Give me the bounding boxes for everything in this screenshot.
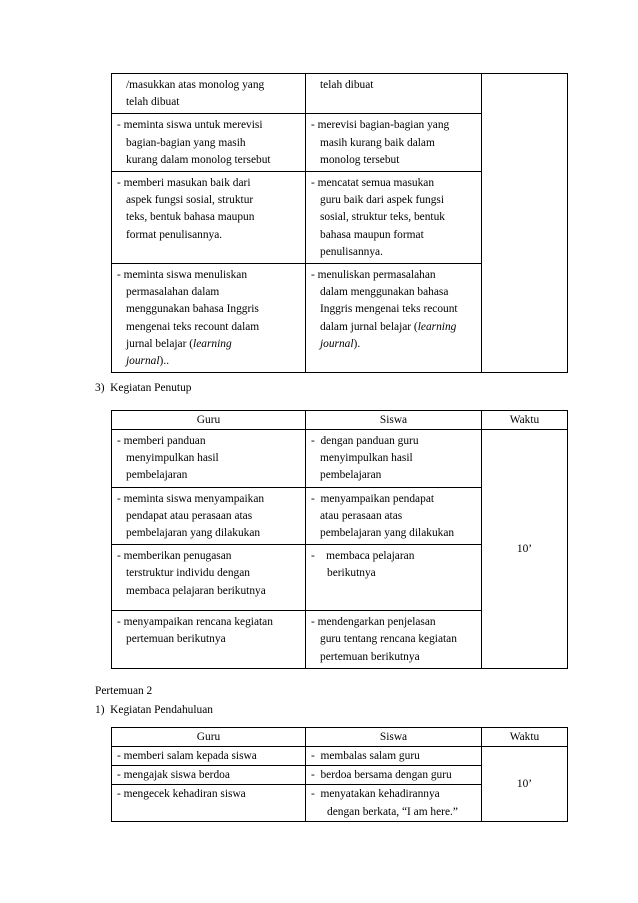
activity-table-continued <box>111 73 568 373</box>
siswa-cell <box>306 487 482 545</box>
siswa-cell <box>306 74 482 114</box>
text-line: - membaca pelajaran <box>311 550 415 563</box>
text-line: - mengecek kehadiran siswa <box>117 788 246 801</box>
italic-term: journal <box>126 355 160 368</box>
siswa-cell <box>306 172 482 264</box>
text-line: - berdoa bersama dengan guru <box>311 769 452 782</box>
penutup-table <box>111 410 568 669</box>
siswa-cell <box>306 430 482 488</box>
text-line: guru baik dari aspek fungsi <box>320 194 445 207</box>
text-line: pendapat atau perasaan atas <box>126 509 253 522</box>
text-line: atau perasaan atas <box>320 509 403 522</box>
section-heading-pendahuluan: 1) Kegiatan Pendahuluan <box>95 704 213 716</box>
guru-cell <box>112 766 306 785</box>
text-line: dalam menggunakan bahasa <box>320 286 449 299</box>
text-line: - meminta siswa menuliskan <box>117 269 248 282</box>
text-line: pembelajaran yang dilakukan <box>320 527 455 540</box>
header-waktu: Waktu <box>482 411 568 430</box>
text-line: - menyatakan kehadirannya <box>311 788 440 801</box>
text-line: pembelajaran <box>320 469 382 482</box>
text-line: Inggris mengenai teks recount <box>320 303 458 316</box>
text-fragment: ).. <box>159 355 170 368</box>
text-line: - menyampaikan rencana kegiatan <box>117 616 273 629</box>
waktu-cell <box>482 74 568 373</box>
guru-cell <box>112 74 306 114</box>
text-line: teks, bentuk bahasa maupun <box>126 211 255 224</box>
text-line: guru tentang rencana kegiatan <box>320 633 457 646</box>
text-line: dengan berkata, “I am here.” <box>327 805 458 818</box>
text-line: - memberi panduan <box>117 435 206 447</box>
text-line: - meminta siswa menyampaikan <box>117 492 265 505</box>
guru-cell <box>112 611 306 669</box>
text-line: kurang dalam monolog tersebut <box>126 153 271 166</box>
text-line: terstruktur individu dengan <box>126 567 251 580</box>
text-line: monolog tersebut <box>320 153 400 166</box>
header-waktu: Waktu <box>482 728 568 747</box>
guru-cell <box>112 264 306 373</box>
siswa-cell <box>306 545 482 611</box>
text-line: - meminta siswa untuk merevisi <box>117 119 263 132</box>
guru-cell <box>112 430 306 488</box>
text-line: pertemuan berikutnya <box>126 633 226 646</box>
text-line: membaca pelajaran berikutnya <box>126 584 266 597</box>
siswa-cell <box>306 766 482 785</box>
italic-term: learning <box>417 320 457 333</box>
header-siswa: Siswa <box>306 411 482 430</box>
text-line: - merevisi bagian-bagian yang <box>311 119 450 132</box>
text-line: - dengan panduan guru <box>311 435 419 447</box>
text-line: format penulisannya. <box>126 228 223 241</box>
text-line: permasalahan dalam <box>126 286 220 299</box>
text-line: pembelajaran <box>126 469 188 482</box>
text-line: - memberi salam kepada siswa <box>117 750 257 762</box>
text-line <box>311 319 476 336</box>
siswa-cell <box>306 264 482 373</box>
guru-cell <box>112 545 306 611</box>
header-guru: Guru <box>112 411 306 430</box>
text-line: - mencatat semua masukan <box>311 177 435 190</box>
text-line <box>117 353 300 370</box>
text-line: pembelajaran yang dilakukan <box>126 527 261 540</box>
text-fragment: ). <box>353 337 361 350</box>
waktu-value: 10’ <box>516 777 533 790</box>
text-line: - menyampaikan pendapat <box>311 492 435 505</box>
meeting-title: Pertemuan 2 <box>95 685 153 697</box>
pendahuluan-table <box>111 727 568 822</box>
section-heading-penutup: 3) Kegiatan Penutup <box>95 382 192 394</box>
text-line: /masukkan atas monolog yang <box>126 79 265 91</box>
guru-cell <box>112 785 306 821</box>
italic-term: learning <box>193 337 232 350</box>
text-line: bahasa maupun format <box>320 228 424 241</box>
italic-term: journal <box>320 337 354 350</box>
text-line <box>117 336 300 353</box>
text-line <box>311 336 476 353</box>
text-line: - membalas salam guru <box>311 750 420 762</box>
text-line: sosial, struktur teks, bentuk <box>320 211 445 224</box>
text-line: menggunakan bahasa Inggris <box>126 303 259 316</box>
header-guru: Guru <box>112 728 306 747</box>
text-fragment: dalam jurnal belajar ( <box>320 320 418 333</box>
text-line: - mengajak siswa berdoa <box>117 769 230 782</box>
text-line: telah dibuat <box>320 79 374 91</box>
text-line: menyimpulkan hasil <box>126 452 219 465</box>
text-line: telah dibuat <box>126 96 180 109</box>
text-line: penulisannya. <box>320 245 383 258</box>
text-line: aspek fungsi sosial, struktur <box>126 194 254 207</box>
text-line: berikutnya <box>327 567 376 580</box>
waktu-cell <box>482 747 568 822</box>
text-fragment: jurnal belajar ( <box>126 337 194 350</box>
text-line: - memberikan penugasan <box>117 550 232 563</box>
guru-cell <box>112 172 306 264</box>
waktu-value: 10’ <box>516 542 533 555</box>
text-line: pertemuan berikutnya <box>320 650 420 663</box>
text-line: - memberi masukan baik dari <box>117 177 251 190</box>
guru-cell <box>112 747 306 766</box>
text-line: mengenai teks recount dalam <box>126 320 260 333</box>
text-line: bagian-bagian yang masih <box>126 136 246 149</box>
text-line: masih kurang baik dalam <box>320 136 435 149</box>
guru-cell <box>112 487 306 545</box>
siswa-cell <box>306 747 482 766</box>
guru-cell <box>112 114 306 172</box>
waktu-cell <box>482 430 568 669</box>
text-line: menyimpulkan hasil <box>320 452 413 465</box>
header-siswa: Siswa <box>306 728 482 747</box>
siswa-cell <box>306 785 482 821</box>
text-line: - mendengarkan penjelasan <box>311 616 436 629</box>
siswa-cell <box>306 114 482 172</box>
siswa-cell <box>306 611 482 669</box>
text-line: - menuliskan permasalahan <box>311 269 436 282</box>
